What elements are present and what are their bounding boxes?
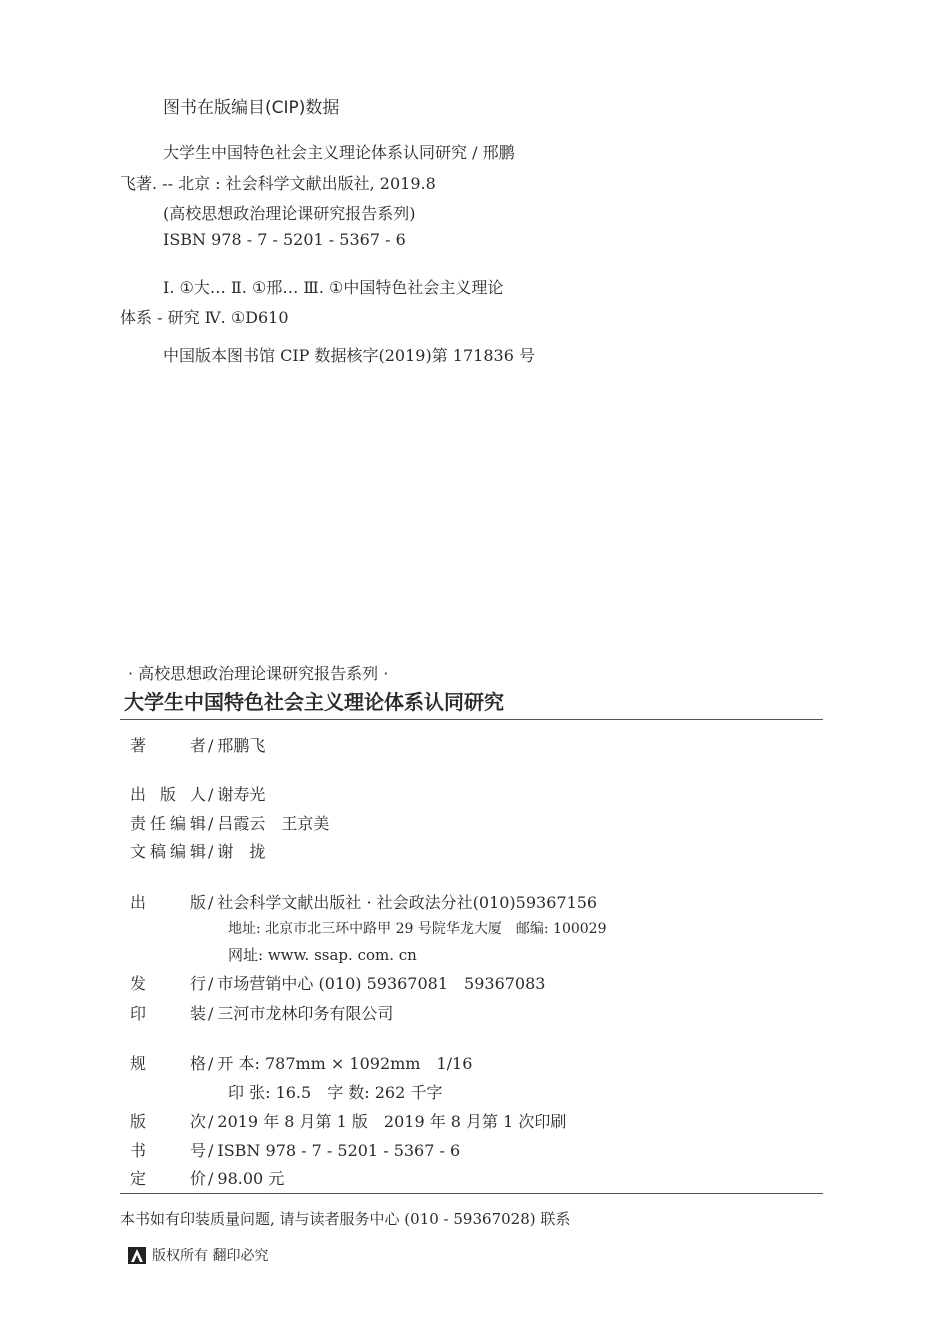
row-label: 出版	[130, 893, 206, 912]
row-value: 社会科学文献出版社 · 社会政法分社(010)59367156	[217, 893, 598, 912]
row-author	[130, 733, 265, 756]
row-label: 责任编辑	[130, 814, 206, 833]
row-label: 定价	[130, 1169, 206, 1188]
row-manuscript-editor	[130, 839, 265, 862]
row-label: 规格	[130, 1054, 206, 1073]
slash: /	[208, 974, 214, 993]
specs-second-line: 印 张: 16.5 字 数: 262 千字	[228, 1083, 443, 1102]
cip-line: Ⅰ. ①大… Ⅱ. ①邢… Ⅲ. ①中国特色社会主义理论	[163, 278, 504, 297]
row-label: 出版人	[130, 785, 206, 804]
row-value: ISBN 978 - 7 - 5201 - 5367 - 6	[217, 1141, 461, 1160]
row-value: 谢 拢	[217, 842, 266, 861]
divider-top	[120, 719, 823, 720]
row-value: 谢寿光	[217, 785, 266, 804]
row-label: 文稿编辑	[130, 842, 206, 861]
cip-line: ISBN 978 - 7 - 5201 - 5367 - 6	[163, 230, 406, 249]
divider-bottom	[120, 1193, 823, 1194]
row-value: 2019 年 8 月第 1 版 2019 年 8 月第 1 次印刷	[217, 1112, 567, 1131]
row-edition	[130, 1109, 566, 1132]
row-price	[130, 1166, 284, 1189]
row-distribution	[130, 971, 545, 994]
quality-contact-note: 本书如有印装质量问题, 请与读者服务中心 (010 - 59367028) 联系	[120, 1210, 571, 1228]
slash: /	[208, 893, 214, 912]
cip-line: 飞著. -- 北京 : 社会科学文献出版社, 2019.8	[120, 174, 436, 193]
publisher-website: 网址: www. ssap. com. cn	[228, 946, 417, 964]
row-printing	[130, 1001, 393, 1024]
row-label: 印装	[130, 1004, 206, 1023]
cip-heading: 图书在版编目(CIP)数据	[163, 98, 340, 118]
publisher-logo-icon	[128, 1247, 146, 1264]
row-label: 著者	[130, 736, 206, 755]
slash: /	[208, 842, 214, 861]
row-specs	[130, 1051, 472, 1074]
row-publisher-person	[130, 782, 265, 805]
row-value: 三河市龙林印务有限公司	[217, 1004, 394, 1023]
slash: /	[208, 1112, 214, 1131]
row-value: 市场营销中心 (010) 59367081 59367083	[217, 974, 546, 993]
cip-line: 中国版本图书馆 CIP 数据核字(2019)第 171836 号	[163, 346, 535, 365]
row-label: 书号	[130, 1141, 206, 1160]
copyright-line	[128, 1245, 268, 1265]
slash: /	[208, 736, 214, 755]
cip-line: 大学生中国特色社会主义理论体系认同研究 / 邢鹏	[163, 143, 515, 162]
row-value: 邢鹏飞	[217, 736, 266, 755]
row-publishing	[130, 890, 597, 913]
slash: /	[208, 1141, 214, 1160]
row-label: 发行	[130, 974, 206, 993]
cip-line: 体系 - 研究 Ⅳ. ①D610	[120, 308, 289, 327]
cip-line: (高校思想政治理论课研究报告系列)	[163, 204, 416, 223]
slash: /	[208, 1054, 214, 1073]
copyright-text: 版权所有 翻印必究	[152, 1248, 269, 1264]
row-value: 98.00 元	[217, 1169, 285, 1188]
row-isbn	[130, 1138, 460, 1161]
row-label: 版次	[130, 1112, 206, 1131]
book-title: 大学生中国特色社会主义理论体系认同研究	[124, 690, 504, 714]
row-value: 吕霞云 王京美	[217, 814, 330, 833]
row-responsible-editor	[130, 811, 329, 834]
publisher-address: 地址: 北京市北三环中路甲 29 号院华龙大厦 邮编: 100029	[228, 921, 607, 937]
slash: /	[208, 1169, 214, 1188]
slash: /	[208, 1004, 214, 1023]
series-title: · 高校思想政治理论课研究报告系列 ·	[128, 664, 389, 683]
row-value: 开 本: 787mm × 1092mm 1/16	[217, 1054, 473, 1073]
slash: /	[208, 814, 214, 833]
slash: /	[208, 785, 214, 804]
